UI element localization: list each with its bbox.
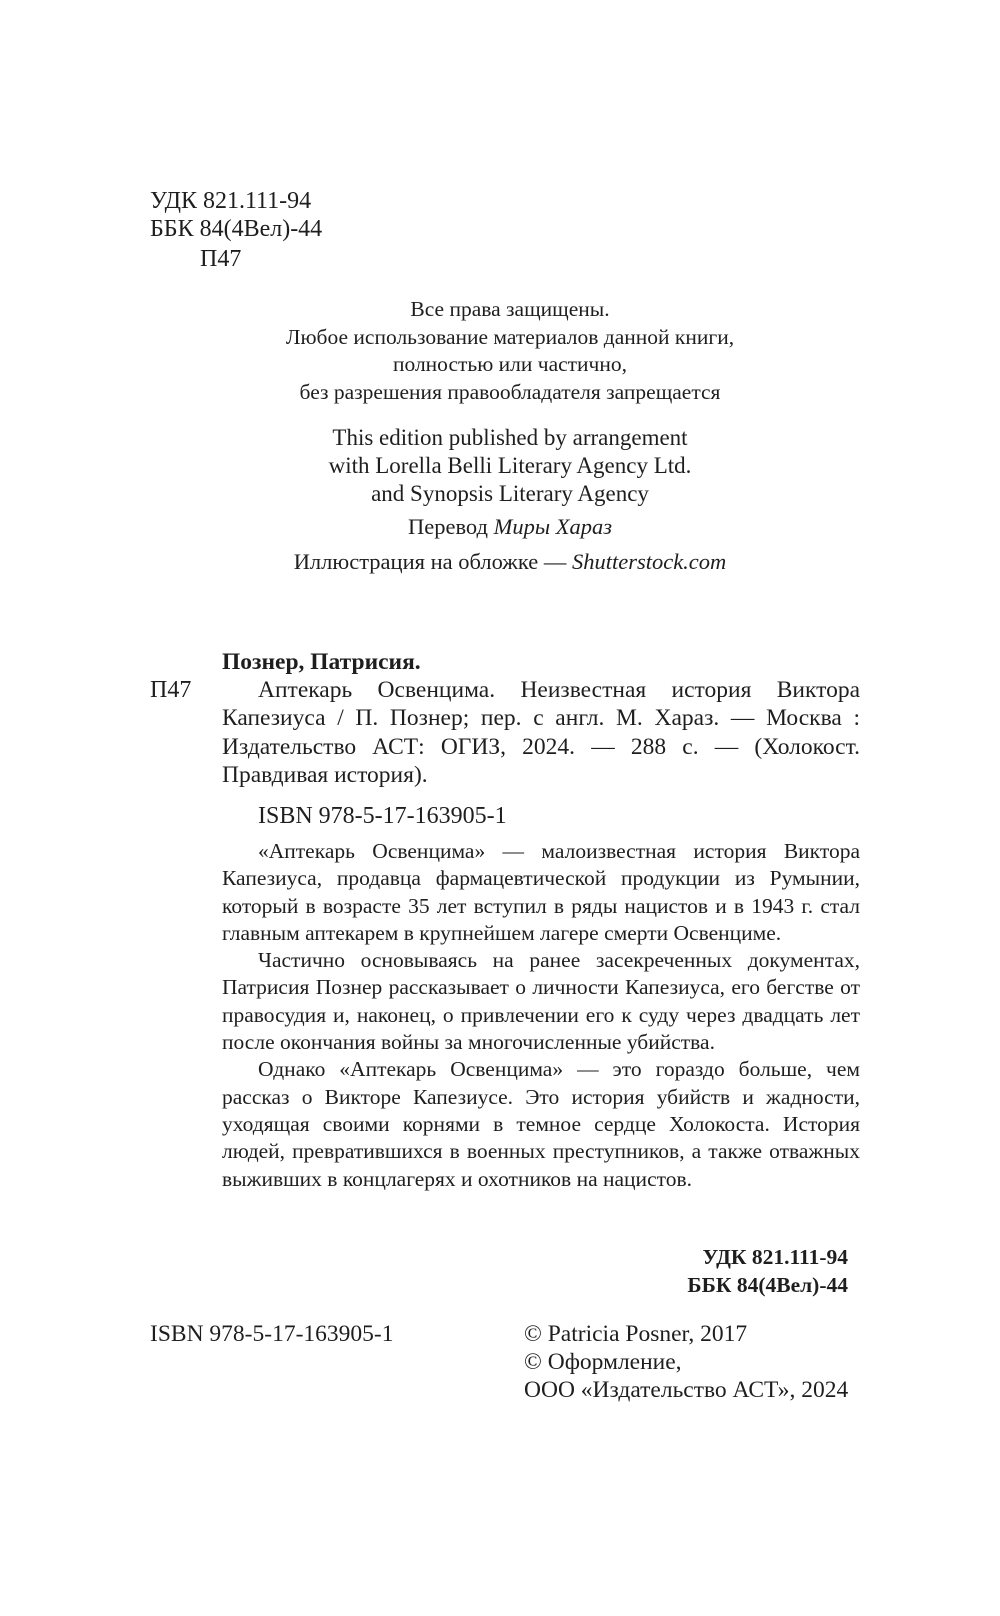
copyright-block xyxy=(524,1320,848,1404)
udk-code: УДК 821.111-94 xyxy=(150,188,312,214)
bbk-code: ББК 84(4Вел)-44 xyxy=(150,216,323,242)
catalog-description-text: Аптекарь Освенцима. Неизвестная история Виктора Капезиуса / П. Познер; пер. с англ. М. Хараз. — Москва : Издательство АСТ: ОГИЗ, 2024. — 288 с. — (Холокост. Правдивая история). xyxy=(222,677,860,788)
illustration-label: Иллюстрация на обложке — xyxy=(293,549,572,574)
illustration-credit xyxy=(200,548,820,576)
catalog-description xyxy=(222,676,860,789)
classification-codes-top xyxy=(150,187,322,273)
publishing-arrangement xyxy=(200,424,820,508)
rights-line: полностью или частично, xyxy=(392,352,628,376)
arrangement-line: with Lorella Belli Literary Agency Ltd. xyxy=(328,453,692,478)
classification-codes-bottom xyxy=(560,1243,848,1299)
catalog-isbn: ISBN 978-5-17-163905-1 xyxy=(258,803,507,829)
rights-notice xyxy=(200,296,820,406)
copyright-line: © Patricia Posner, 2017 xyxy=(524,1321,748,1347)
bbk-code-bold: ББК 84(4Вел)-44 xyxy=(687,1273,848,1297)
author-sign: П47 xyxy=(200,246,242,272)
rights-line: без разрешения правообладателя запрещается xyxy=(299,379,721,404)
arrangement-line: and Synopsis Literary Agency xyxy=(371,481,649,506)
rights-line: Все права защищены. xyxy=(410,297,610,321)
catalog-author: Познер, Патрисия. xyxy=(222,649,421,675)
translator-name: Миры Хараз xyxy=(493,514,612,539)
book-annotation xyxy=(222,838,860,1193)
copyright-line: ООО «Издательство АСТ», 2024 xyxy=(524,1377,849,1403)
arrangement-line: This edition published by arrangement xyxy=(332,425,688,450)
annotation-paragraph: Однако «Аптекарь Освенцима» — это гораздо больше, чем рассказ о Викторе Капезиусе. Это история убийств и жадности, уходящая своими корнями в темное сердце Холокоста. История людей, превратившихся в военных преступников, а также отважных выживших в концлагерях и охотников на нацистов. xyxy=(222,1057,860,1191)
annotation-paragraph: «Аптекарь Освенцима» — малоизвестная история Виктора Капезиуса, продавца фармацевтической продукции из Румынии, который в возрасте 35 лет вступил в ряды нацистов и в 1943 г. стал главным аптекарем в крупнейшем лагере смерти Освенциме. xyxy=(222,839,860,945)
illustration-source: Shutterstock.com xyxy=(571,549,727,574)
annotation-paragraph: Частично основываясь на ранее засекреченных документах, Патрисия Познер рассказывает о личности Капезиуса, его бегстве от правосудия и, наконец, о привлечении его к суду через двадцать лет после окончания войны за многочисленные убийства. xyxy=(222,948,860,1055)
udk-code-bold: УДК 821.111-94 xyxy=(702,1245,848,1269)
copyright-line: © Оформление, xyxy=(524,1349,682,1375)
translator-credit xyxy=(200,513,820,541)
footer-isbn: ISBN 978-5-17-163905-1 xyxy=(150,1321,394,1347)
catalog-author-sign: П47 xyxy=(150,677,192,703)
rights-line: Любое использование материалов данной книги, xyxy=(285,324,735,349)
translator-label: Перевод xyxy=(407,514,494,539)
